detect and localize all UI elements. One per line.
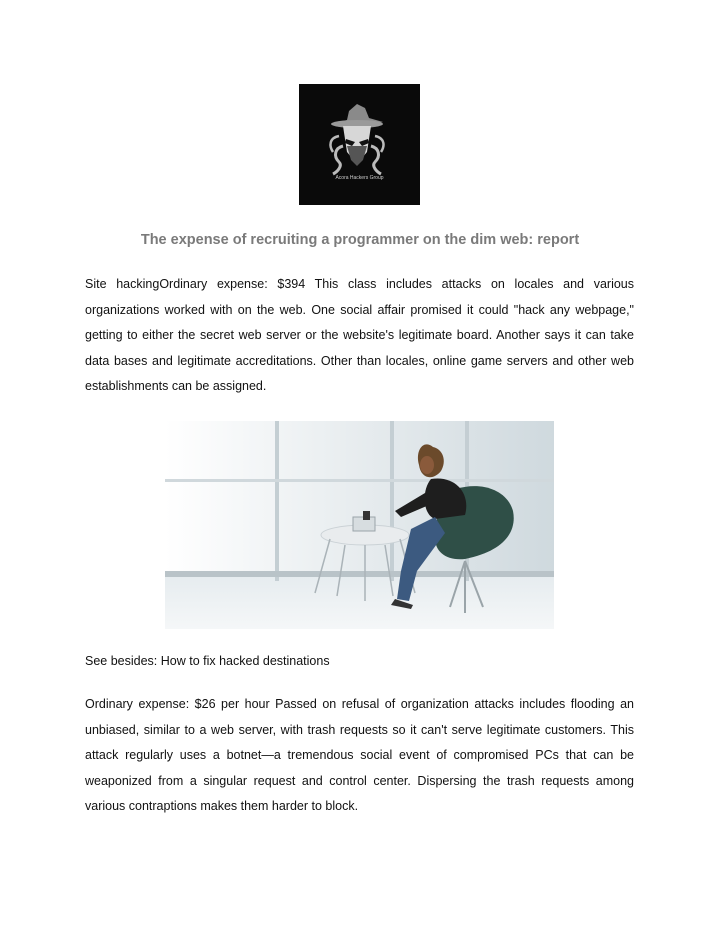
logo-caption: Acora Hackers Group (335, 175, 384, 181)
woman-in-chair-photo (165, 421, 554, 629)
paragraph-site-hacking: Site hackingOrdinary expense: $394 This class includes attacks on locales and various organizations worked with on the web. One social affair promised it could "hack any webpage," getting to either the secret web server or the website's legitimate board. Another says it can take data bases and legitimate accreditations. Other than locales, online game servers and other web establishments can be assigned. (85, 277, 634, 394)
office-photo (165, 421, 554, 629)
see-besides-link[interactable]: See besides: How to fix hacked destinations (85, 654, 330, 668)
article-title: The expense of recruiting a programmer on the dim web: report (140, 232, 580, 248)
hacker-logo (299, 84, 420, 205)
paragraph-ddos: Ordinary expense: $26 per hour Passed on refusal of organization attacks includes flooding an unbiased, similar to a web server, with trash requests so it can't serve legitimate customers. This attack regularly uses a botnet—a tremendous social event of compromised PCs that can be weaponized from a singular request and control center. Dispersing the trash requests among various contraptions makes them harder to block. (85, 697, 634, 814)
hacker-logo-icon (299, 84, 420, 205)
